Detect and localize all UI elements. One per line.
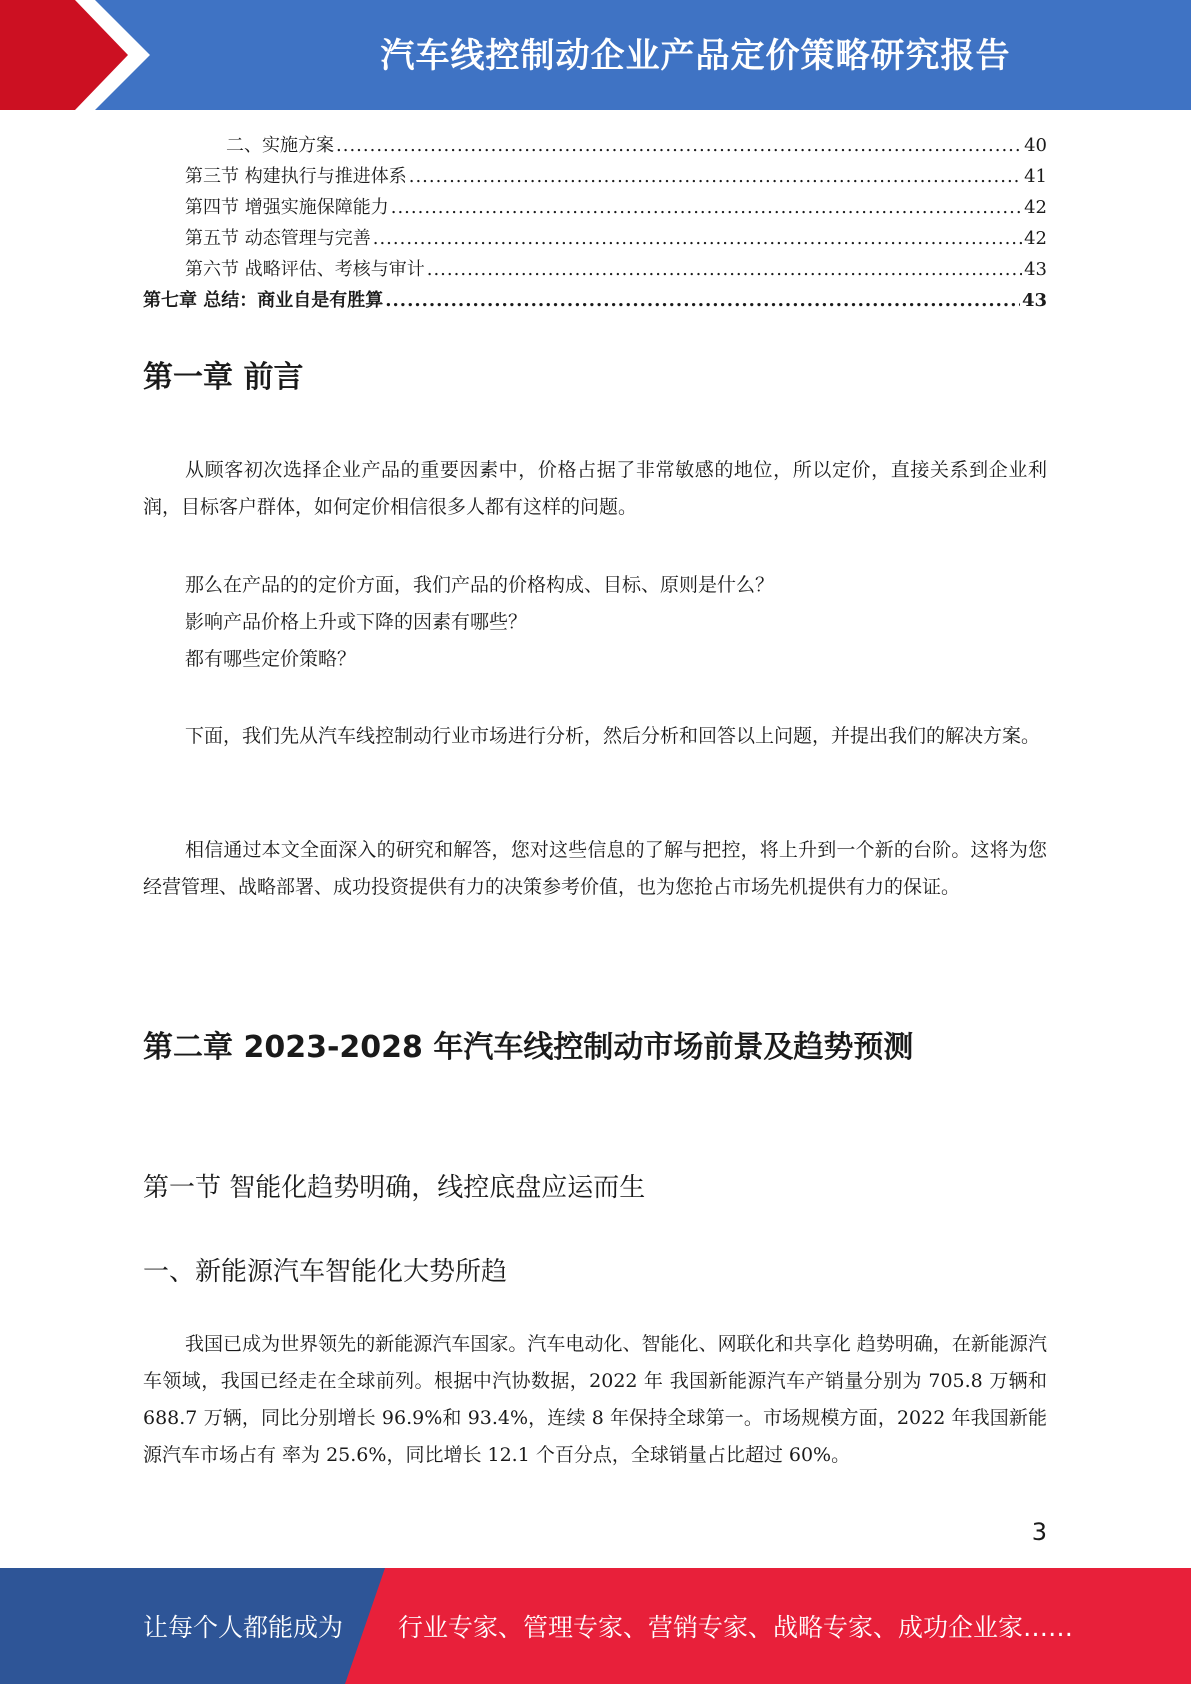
chapter-heading: 第一章 前言 (143, 360, 304, 395)
toc-entry-title: 第六节 战略评估、考核与审计 (185, 259, 425, 280)
page-footer (0, 1568, 1191, 1684)
toc-entry-page: 43 (1024, 259, 1047, 280)
toc-entry-page: 40 (1024, 135, 1047, 156)
toc-entry-title: 二、实施方案 (226, 135, 334, 156)
toc-entry[interactable] (143, 223, 1047, 254)
toc-entry-title: 第三节 构建执行与推进体系 (185, 166, 407, 187)
toc-leader-dots (373, 223, 1022, 254)
chapter-heading: 第二章 2023-2028 年汽车线控制动市场前景及趋势预测 (143, 1030, 914, 1065)
toc-entry[interactable] (143, 161, 1047, 192)
toc-entry-title: 第五节 动态管理与完善 (185, 228, 371, 249)
report-title: 汽车线控制动企业产品定价策略研究报告 (380, 36, 1011, 76)
body-paragraph: 我国已成为世界领先的新能源汽车国家。汽车电动化、智能化、网联化和共享化 趋势明确，在新能源汽车领域，我国已经走在全球前列。根据中汽协数据，2022 年 我国新能源汽车产销量分别为 705.8 万辆和 688.7 万辆，同比分别增长 96.9%和 93.4%，连续 8 年保持全球第一。市场规模方面，2022 年我国新能源汽车市场占有 率为 25.6%，同比增长 12.1 个百分点，全球销量占比超过 60%。 (143, 1333, 1047, 1466)
toc-entry-title: 第四节 增强实施保障能力 (185, 197, 389, 218)
question-line: 都有哪些定价策略？ (185, 648, 357, 670)
toc-leader-dots (385, 285, 1020, 316)
toc-leader-dots (336, 130, 1022, 161)
toc-entry[interactable] (143, 285, 1047, 316)
body-paragraph: 下面，我们先从汽车线控制动行业市场进行分析，然后分析和回答以上问题，并提出我们的解决方案。 (185, 725, 1041, 747)
toc-leader-dots (427, 254, 1022, 285)
toc-leader-dots (391, 192, 1022, 223)
footer-slogan-left: 让每个人都能成为 (143, 1613, 344, 1642)
toc-entry-page: 41 (1024, 166, 1047, 187)
body-paragraph: 从顾客初次选择企业产品的重要因素中，价格占据了非常敏感的地位，所以定价，直接关系到企业利润，目标客户群体，如何定价相信很多人都有这样的问题。 (143, 459, 1047, 518)
toc-entry-page: 42 (1024, 228, 1047, 249)
body-paragraph: 相信通过本文全面深入的研究和解答，您对这些信息的了解与把控，将上升到一个新的台阶。这将为您经营管理、战略部署、成功投资提供有力的决策参考价值，也为您抢占市场先机提供有力的保证。 (143, 839, 1047, 898)
section-heading: 第一节 智能化趋势明确，线控底盘应运而生 (143, 1173, 646, 1203)
toc-entry[interactable] (143, 192, 1047, 223)
subsection-heading: 一、新能源汽车智能化大势所趋 (143, 1257, 508, 1287)
footer-slogan-right: 行业专家、管理专家、营销专家、战略专家、成功企业家…… (398, 1613, 1074, 1642)
toc-leader-dots (409, 161, 1022, 192)
question-line: 影响产品价格上升或下降的因素有哪些？ (185, 611, 528, 633)
toc-entry[interactable] (143, 130, 1047, 161)
toc-entry[interactable] (143, 254, 1047, 285)
page-header (0, 0, 1191, 110)
toc-entry-title: 第七章 总结：商业自是有胜算 (143, 290, 384, 311)
question-line: 那么在产品的的定价方面，我们产品的价格构成、目标、原则是什么？ (185, 574, 775, 596)
toc-entry-page: 43 (1021, 290, 1047, 311)
page-number: 3 (1031, 1518, 1047, 1546)
table-of-contents (143, 130, 1047, 316)
toc-entry-page: 42 (1024, 197, 1047, 218)
